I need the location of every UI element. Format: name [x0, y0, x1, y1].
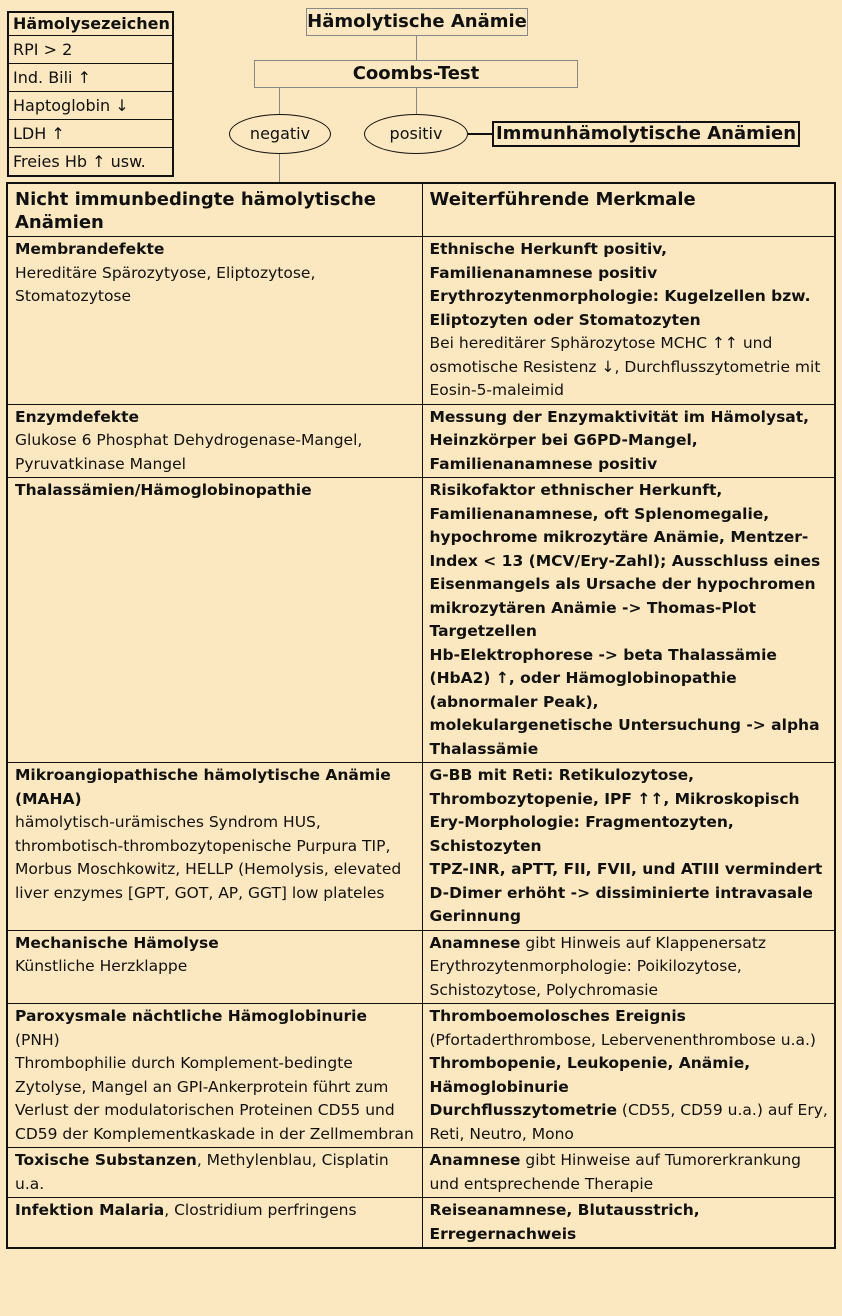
table-header-row	[7, 183, 835, 237]
anemia-type-cell	[7, 478, 422, 763]
anemia-type-cell	[7, 1004, 422, 1148]
cell-line	[15, 1199, 416, 1223]
negative-oval: negativ	[229, 114, 331, 154]
anemia-type-cell	[7, 1198, 422, 1249]
table-header-right: Weiterführende Merkmale	[422, 183, 835, 237]
cell-text: Thalassämien/Hämoglobinopathie	[15, 481, 312, 499]
cell-line	[430, 1149, 829, 1196]
cell-text: , Methylenblau, Cisplatin u.a.	[15, 1151, 389, 1193]
cell-text: Thrombophilie durch Komplement-bedingte Zytolyse, Mangel an GPI-Ankerprotein führt zum Verlust der modulatorischen Proteinen CD55 und CD59 der Komplementkaskade in der Zellmembran	[15, 1054, 414, 1143]
cell-text: , Clostridium perfringens	[164, 1201, 357, 1219]
cell-text: Paroxysmale nächtliche Hämoglobinurie	[15, 1007, 367, 1025]
table-row	[7, 478, 835, 763]
cell-text: Toxische Substanzen	[15, 1151, 197, 1169]
cell-text: Infektion Malaria	[15, 1201, 165, 1219]
table-row	[7, 1198, 835, 1249]
cell-text: Messung der Enzymaktivität im Hämolysat, Heinzkörper bei G6PD-Mangel, Familienanamnese positiv	[429, 407, 810, 473]
haemolysis-sign-item: Haptoglobin ↓	[9, 91, 172, 119]
cell-text: molekulargenetische Untersuchung -> alpha Thalassämie	[429, 716, 820, 758]
features-cell	[422, 763, 835, 931]
connector-negative-table	[279, 154, 280, 182]
table-row	[7, 1004, 835, 1148]
features-cell	[422, 478, 835, 763]
connector-test-positive	[416, 88, 417, 114]
cell-text: Erythrozytenmorphologie: Poikilozytose, Schistozytose, Polychromasie	[429, 957, 742, 999]
haemolysis-signs-box	[7, 11, 174, 177]
cell-text: Hereditäre Spärozytyose, Eliptozytose, Stomatozytose	[15, 263, 316, 305]
haemolysis-sign-item: RPI > 2	[9, 35, 172, 63]
cell-line	[430, 1005, 829, 1052]
cell-text: Durchflusszytometrie	[429, 1101, 617, 1119]
anemia-type-cell	[7, 1148, 422, 1198]
immune-haemolytic-box: Immunhämolytische Anämien	[492, 121, 800, 147]
flow-title-box: Hämolytische Anämie	[306, 8, 528, 36]
haemolysis-sign-item: LDH ↑	[9, 119, 172, 147]
cell-text: Bei hereditärer Sphärozytose MCHC ↑↑ und osmotische Resistenz ↓, Durchflusszytometrie mit Eosin-5-maleimid	[429, 334, 821, 399]
cell-text: Anamnese	[429, 1151, 521, 1169]
table-header-left: Nicht immunbedingte hämolytische Anämien	[7, 183, 422, 237]
cell-text: Hb-Elektrophorese -> beta Thalassämie (HbA2) ↑, oder Hämoglobinopathie (abnormaler Peak),	[429, 645, 777, 711]
features-cell	[422, 930, 835, 1004]
haemolysis-sign-item: Freies Hb ↑ usw.	[9, 147, 172, 175]
cell-text: Risikofaktor ethnischer Herkunft, Familienanamnese, oft Splenomegalie, hypochrome mikrozytäre Anämie, Mentzer-Index < 13 (MCV/Ery-Zahl); Ausschluss eines Eisenmangels als Ursache der hypochromen mikrozytären Anämie -> Thomas-Plot Targetzellen	[429, 481, 821, 640]
cell-line	[430, 932, 829, 956]
cell-text: TPZ-INR, aPTT, FII, FVII, und ATIII vermindert D-Dimer erhöht -> dissiminierte intravasale Gerinnung	[429, 860, 823, 925]
cell-text: Glukose 6 Phosphat Dehydrogenase-Mangel, Pyruvatkinase Mangel	[15, 431, 363, 473]
cell-text: Anamnese	[429, 933, 521, 952]
connector-title-test	[416, 36, 417, 60]
table-row	[7, 1148, 835, 1198]
anemia-type-cell	[7, 237, 422, 405]
cell-text: Ethnische Herkunft positiv, Familienanamnese positiv	[429, 240, 668, 282]
coombs-test-box: Coombs-Test	[254, 60, 578, 88]
cell-text: gibt Hinweise auf Tumorerkrankung und entsprechende Therapie	[429, 1151, 802, 1193]
cell-text: Mikroangiopathische hämolytische Anämie (MAHA)	[15, 766, 391, 808]
non-immune-anemia-table	[6, 182, 836, 1249]
cell-text: Enzymdefekte	[15, 407, 139, 426]
table-row	[7, 763, 835, 931]
features-cell	[422, 404, 835, 478]
cell-line	[430, 1099, 829, 1146]
cell-text: Thromboemolosches Ereignis	[429, 1007, 686, 1025]
cell-text: Membrandefekte	[15, 240, 165, 258]
cell-text: (Pfortaderthrombose, Lebervenenthrombose u.a.)	[429, 1030, 816, 1049]
table-row	[7, 404, 835, 478]
features-cell	[422, 237, 835, 405]
table-row	[7, 930, 835, 1004]
cell-text: Thrombopenie, Leukopenie, Anämie, Hämoglobinurie	[429, 1054, 751, 1096]
connector-test-negative	[279, 88, 280, 114]
cell-text: Erythrozytenmorphologie: Kugelzellen bzw. Eliptozyten oder Stomatozyten	[429, 287, 811, 329]
positive-oval: positiv	[364, 114, 468, 154]
anemia-type-cell	[7, 763, 422, 931]
features-cell	[422, 1198, 835, 1249]
table-row	[7, 237, 835, 405]
features-cell	[422, 1148, 835, 1198]
cell-text: Mechanische Hämolyse	[15, 933, 219, 952]
cell-text: Künstliche Herzklappe	[15, 957, 188, 975]
cell-text: (CD55, CD59 u.a.) auf Ery, Reti, Neutro, Mono	[429, 1101, 828, 1143]
cell-text: gibt Hinweis auf Klappenersatz	[520, 933, 767, 952]
connector-positive-result	[468, 133, 492, 135]
cell-text: Reiseanamnese, Blutausstrich, Erregernachweis	[429, 1201, 700, 1243]
haemolysis-sign-item: Ind. Bili ↑	[9, 63, 172, 91]
haemolysis-signs-title: Hämolysezeichen	[13, 14, 170, 33]
anemia-type-cell	[7, 404, 422, 478]
anemia-type-cell	[7, 930, 422, 1004]
cell-text: (PNH)	[15, 1030, 60, 1049]
features-cell	[422, 1004, 835, 1148]
cell-line	[15, 1149, 416, 1196]
cell-text: G-BB mit Reti: Retikulozytose, Thrombozytopenie, IPF ↑↑, Mikroskopisch Ery-Morphologie: Fragmentozyten, Schistozyten	[429, 766, 800, 855]
cell-text: hämolytisch-urämisches Syndrom HUS, thrombotisch-thrombozytopenische Purpura TIP, Morbus Moschkowitz, HELLP (Hemolysis, elevated liver enzymes [GPT, GOT, AP, GGT] low plateles	[15, 813, 402, 902]
